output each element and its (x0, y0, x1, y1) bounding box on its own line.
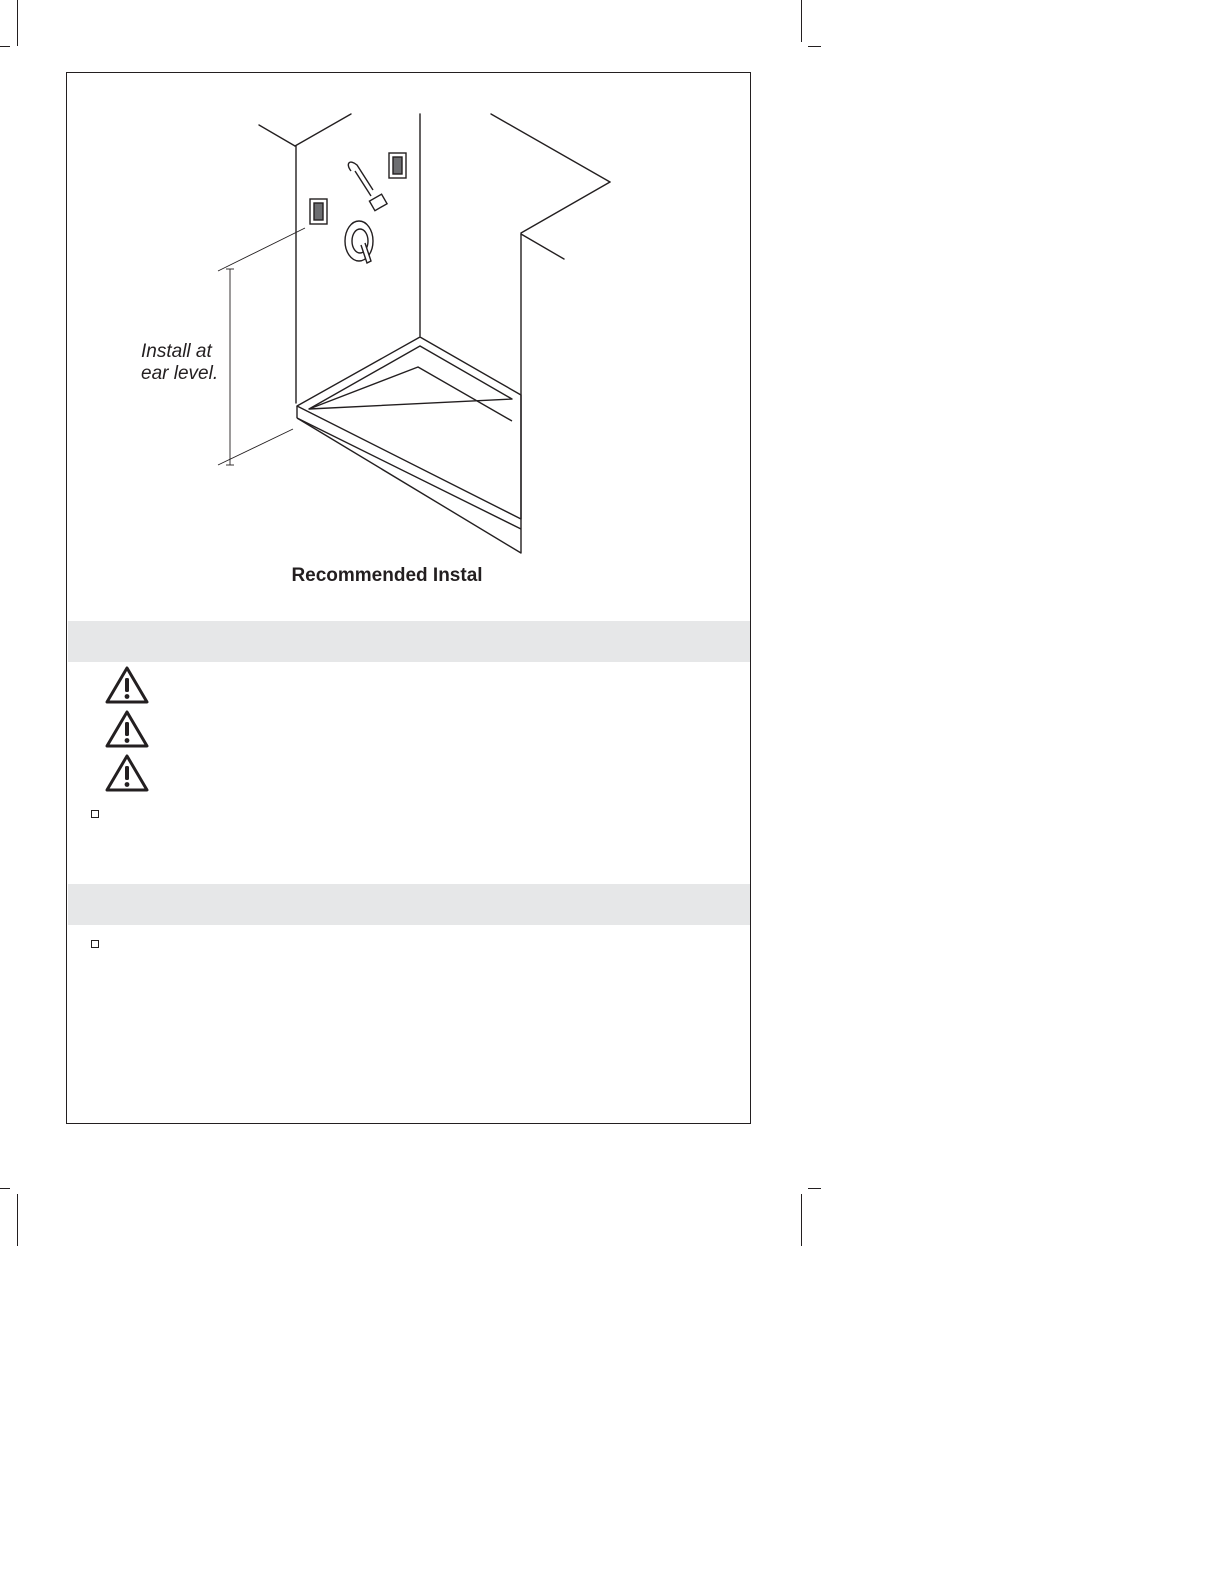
ear-level-label-line2: ear level. (141, 363, 219, 384)
warning-triangle-icon (104, 665, 150, 705)
crop-mark (808, 46, 821, 47)
section-header-band (68, 621, 750, 662)
crop-mark (17, 1194, 18, 1246)
figure-caption: Recommended Instal (291, 565, 483, 586)
section-header-band (68, 884, 750, 925)
crop-mark (801, 1194, 802, 1246)
page-frame (66, 72, 751, 1124)
crop-mark (808, 1188, 821, 1189)
crop-mark (801, 0, 802, 42)
checkbox-icon[interactable] (91, 940, 99, 948)
ear-level-label-line1: Install at (141, 341, 212, 362)
ear-level-label (141, 341, 218, 385)
warning-triangle-icon (104, 709, 150, 749)
shower-installation-illustration (67, 73, 752, 593)
crop-mark (17, 0, 18, 46)
warning-triangle-icon (104, 753, 150, 793)
crop-mark (0, 1188, 10, 1189)
crop-mark (0, 46, 10, 47)
checkbox-icon[interactable] (91, 810, 99, 818)
